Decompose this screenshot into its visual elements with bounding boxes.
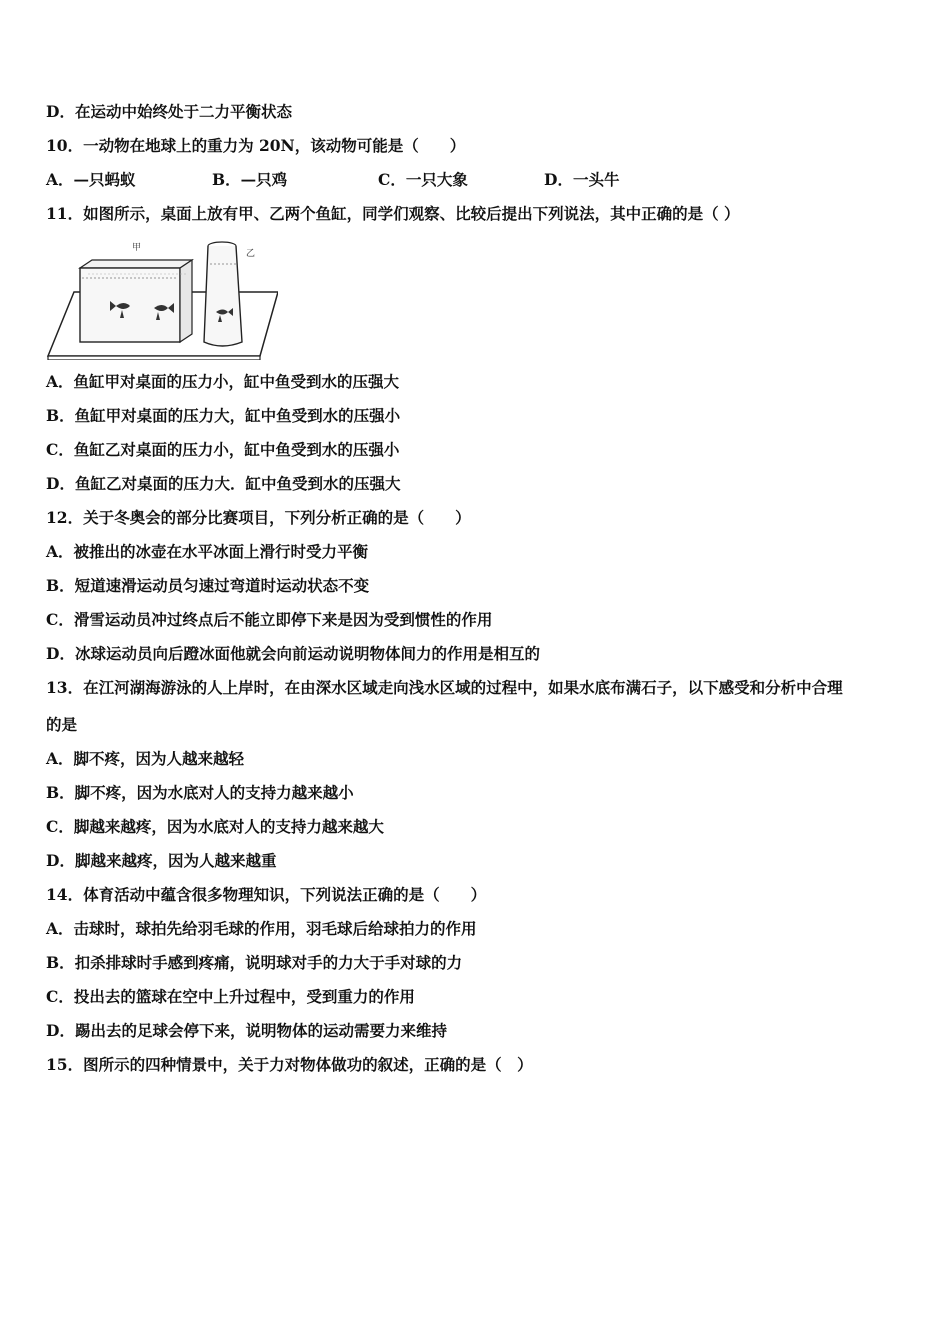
q13-option-c: C．脚越来越疼，因为水底对人的支持力越来越大 (46, 817, 384, 836)
q11-option-a: A．鱼缸甲对桌面的压力小，缸中鱼受到水的压强大 (46, 372, 400, 391)
fish-tank-figure (46, 238, 278, 360)
label-jia: 甲 (132, 243, 142, 253)
q10-options (46, 170, 710, 190)
q13-option-b: B．脚不疼，因为水底对人的支持力越来越小 (46, 783, 354, 802)
q13-option-a: A．脚不疼，因为人越来越轻 (46, 749, 245, 768)
q14-option-a: A．击球时，球拍先给羽毛球的作用，羽毛球后给球拍力的作用 (46, 919, 477, 938)
q13-option-d: D．脚越来越疼，因为人越来越重 (46, 851, 277, 870)
q10-option-d: D．一头牛 (544, 170, 620, 189)
q12-option-b: B．短道速滑运动员匀速过弯道时运动状态不变 (46, 576, 370, 595)
q10-option-a: A．—只蚂蚁 (46, 170, 136, 189)
label-yi: 乙 (246, 249, 256, 259)
q12-stem: 12．关于冬奥会的部分比赛项目，下列分析正确的是（ ） (46, 508, 471, 527)
q14-option-c: C．投出去的篮球在空中上升过程中，受到重力的作用 (46, 987, 415, 1006)
q11-stem: 11．如图所示，桌面上放有甲、乙两个鱼缸，同学们观察、比较后提出下列说法，其中正确的是（ ） (46, 204, 740, 223)
q12-option-d: D．冰球运动员向后蹬冰面他就会向前运动说明物体间力的作用是相互的 (46, 644, 540, 663)
q12-option-c: C．滑雪运动员冲过终点后不能立即停下来是因为受到惯性的作用 (46, 610, 493, 629)
q12-option-a: A．被推出的冰壶在水平冰面上滑行时受力平衡 (46, 542, 369, 561)
q11-option-b: B．鱼缸甲对桌面的压力大，缸中鱼受到水的压强小 (46, 406, 401, 425)
q15-stem: 15．图所示的四种情景中，关于力对物体做功的叙述，正确的是（ ） (46, 1055, 533, 1074)
q10-stem: 10．一动物在地球上的重力为 20N，该动物可能是（ ） (46, 136, 466, 155)
q14-stem: 14．体育活动中蕴含很多物理知识，下列说法正确的是（ ） (46, 885, 487, 904)
q14-option-d: D．踢出去的足球会停下来，说明物体的运动需要力来维持 (46, 1021, 447, 1040)
table-edge (48, 356, 260, 360)
q10-option-c: C．一只大象 (378, 170, 468, 189)
tank-jia (80, 260, 192, 342)
tank-yi (204, 242, 242, 346)
q13-stem-line1: 13．在江河湖海游泳的人上岸时，在由深水区域走向浅水区域的过程中，如果水底布满石子，以下感受和分析中合理 (46, 678, 843, 697)
q13-stem-line2: 的是 (46, 715, 78, 734)
q10-option-b: B．—只鸡 (212, 170, 288, 189)
q9-option-d: D．在运动中始终处于二力平衡状态 (46, 102, 292, 121)
q11-option-c: C．鱼缸乙对桌面的压力小，缸中鱼受到水的压强小 (46, 440, 400, 459)
q14-option-b: B．扣杀排球时手感到疼痛，说明球对手的力大于手对球的力 (46, 953, 463, 972)
q11-option-d: D．鱼缸乙对桌面的压力大．缸中鱼受到水的压强大 (46, 474, 401, 493)
